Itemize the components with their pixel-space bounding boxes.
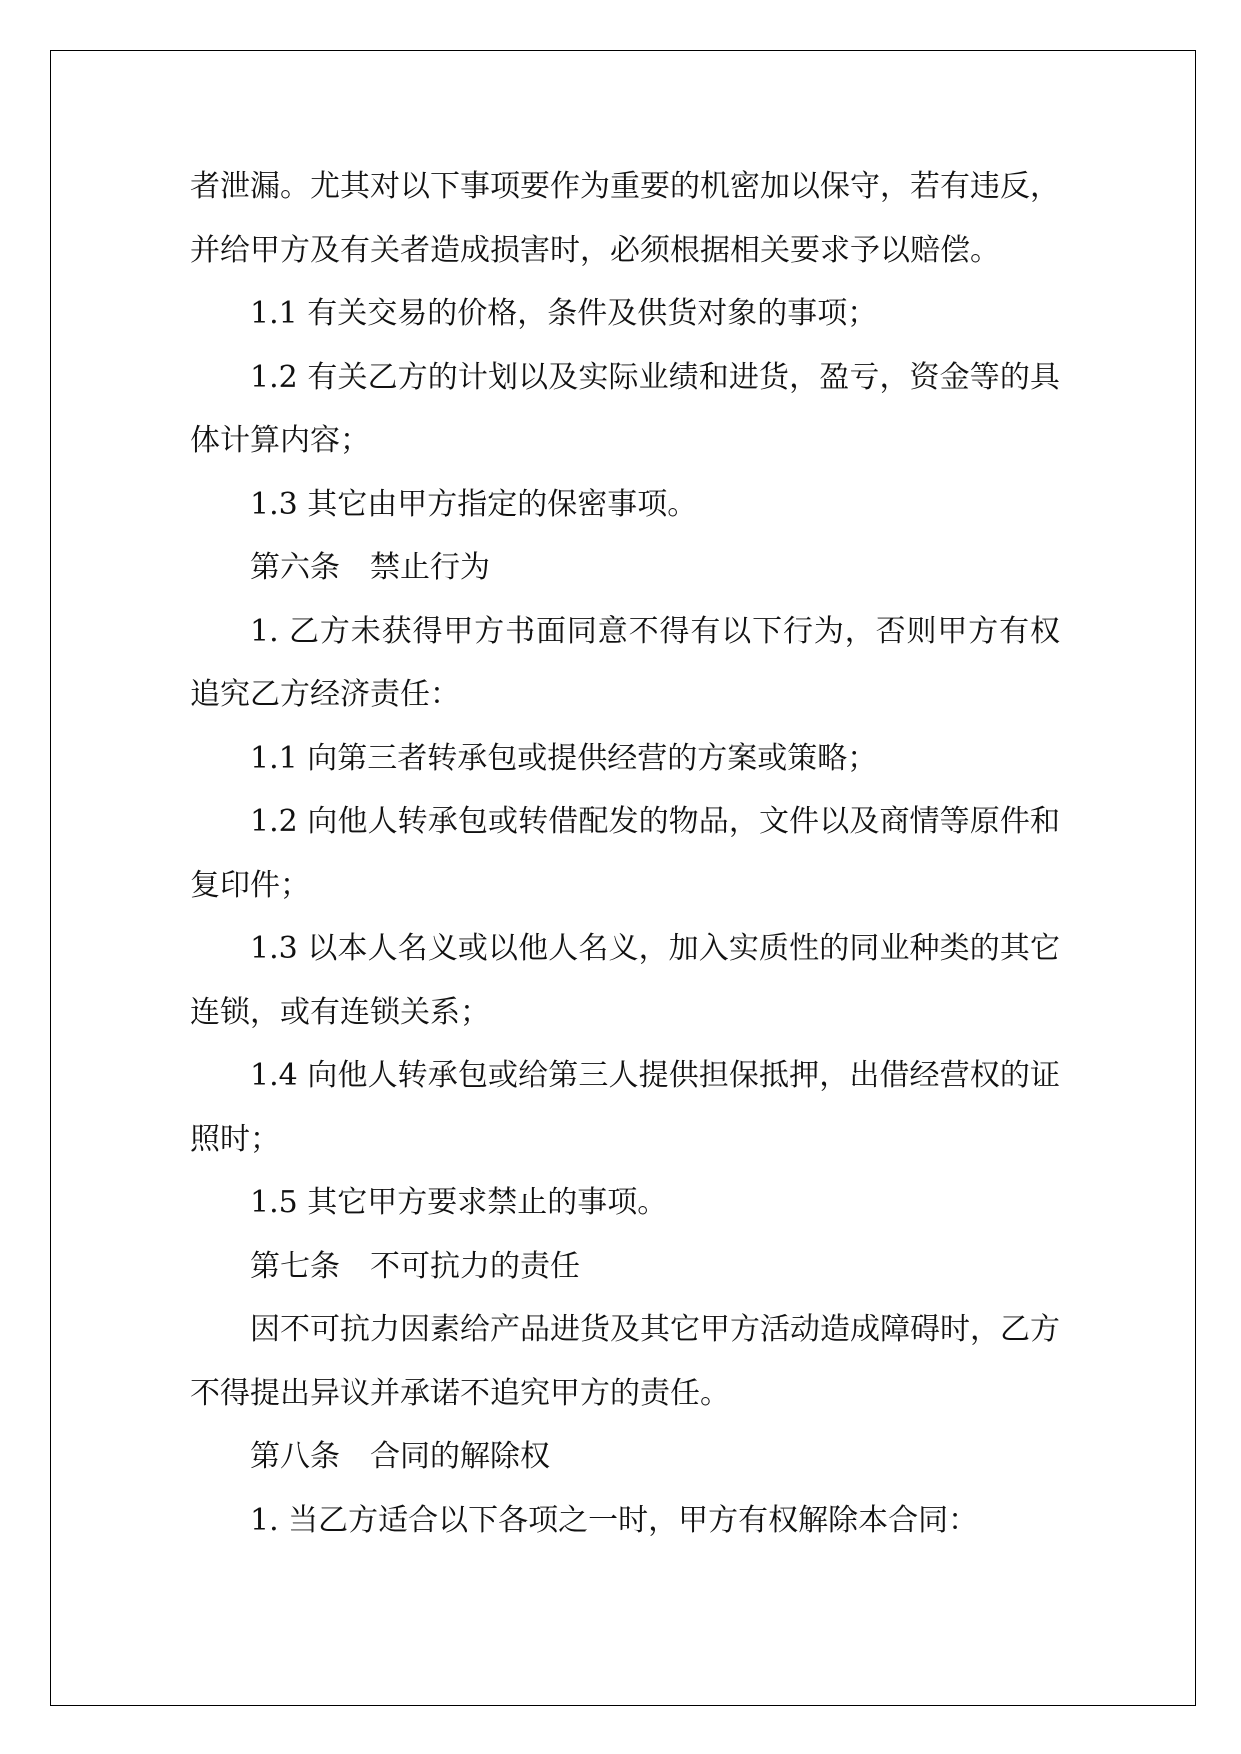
clause-1-3: 1.3 其它由甲方指定的保密事项。 [250,486,698,522]
article-6-clause-1-1: 1.1 向第三者转承包或提供经营的方案或策略； [250,740,878,776]
article-8-item-1: 1. 当乙方适合以下各项之一时，甲方有权解除本合同： [250,1502,979,1538]
article-6-clause-1-2: 1.2 向他人转承包或转借配发的物品，文件以及商情等原件和复印件； [190,804,1060,903]
article-6-clause-1-4: 1.4 向他人转承包或给第三人提供担保抵押，出借经营权的证照时； [190,1058,1060,1157]
article-7-body: 因不可抗力因素给产品进货及其它甲方活动造成障碍时，乙方不得提出异议并承诺不追究甲方的责任。 [190,1312,1060,1411]
article-7-heading: 第七条 不可抗力的责任 [250,1248,580,1284]
clause-1-1: 1.1 有关交易的价格，条件及供货对象的事项； [250,296,878,331]
article-6-clause-1-5: 1.5 其它甲方要求禁止的事项。 [250,1185,668,1220]
document-body [190,155,1060,1552]
paragraph-continuation: 者泄漏。尤其对以下事项要作为重要的机密加以保守，若有违反，并给甲方及有关者造成损害时，必须根据相关要求予以赔偿。 [190,169,1060,268]
article-6-clause-1-3: 1.3 以本人名义或以他人名义，加入实质性的同业种类的其它连锁，或有连锁关系； [190,931,1060,1030]
article-8-heading: 第八条 合同的解除权 [250,1439,550,1474]
article-6-heading: 第六条 禁止行为 [250,550,490,585]
article-6-item-1: 1. 乙方未获得甲方书面同意不得有以下行为，否则甲方有权追究乙方经济责任： [190,613,1060,712]
clause-1-2: 1.2 有关乙方的计划以及实际业绩和进货，盈亏，资金等的具体计算内容； [190,359,1060,458]
